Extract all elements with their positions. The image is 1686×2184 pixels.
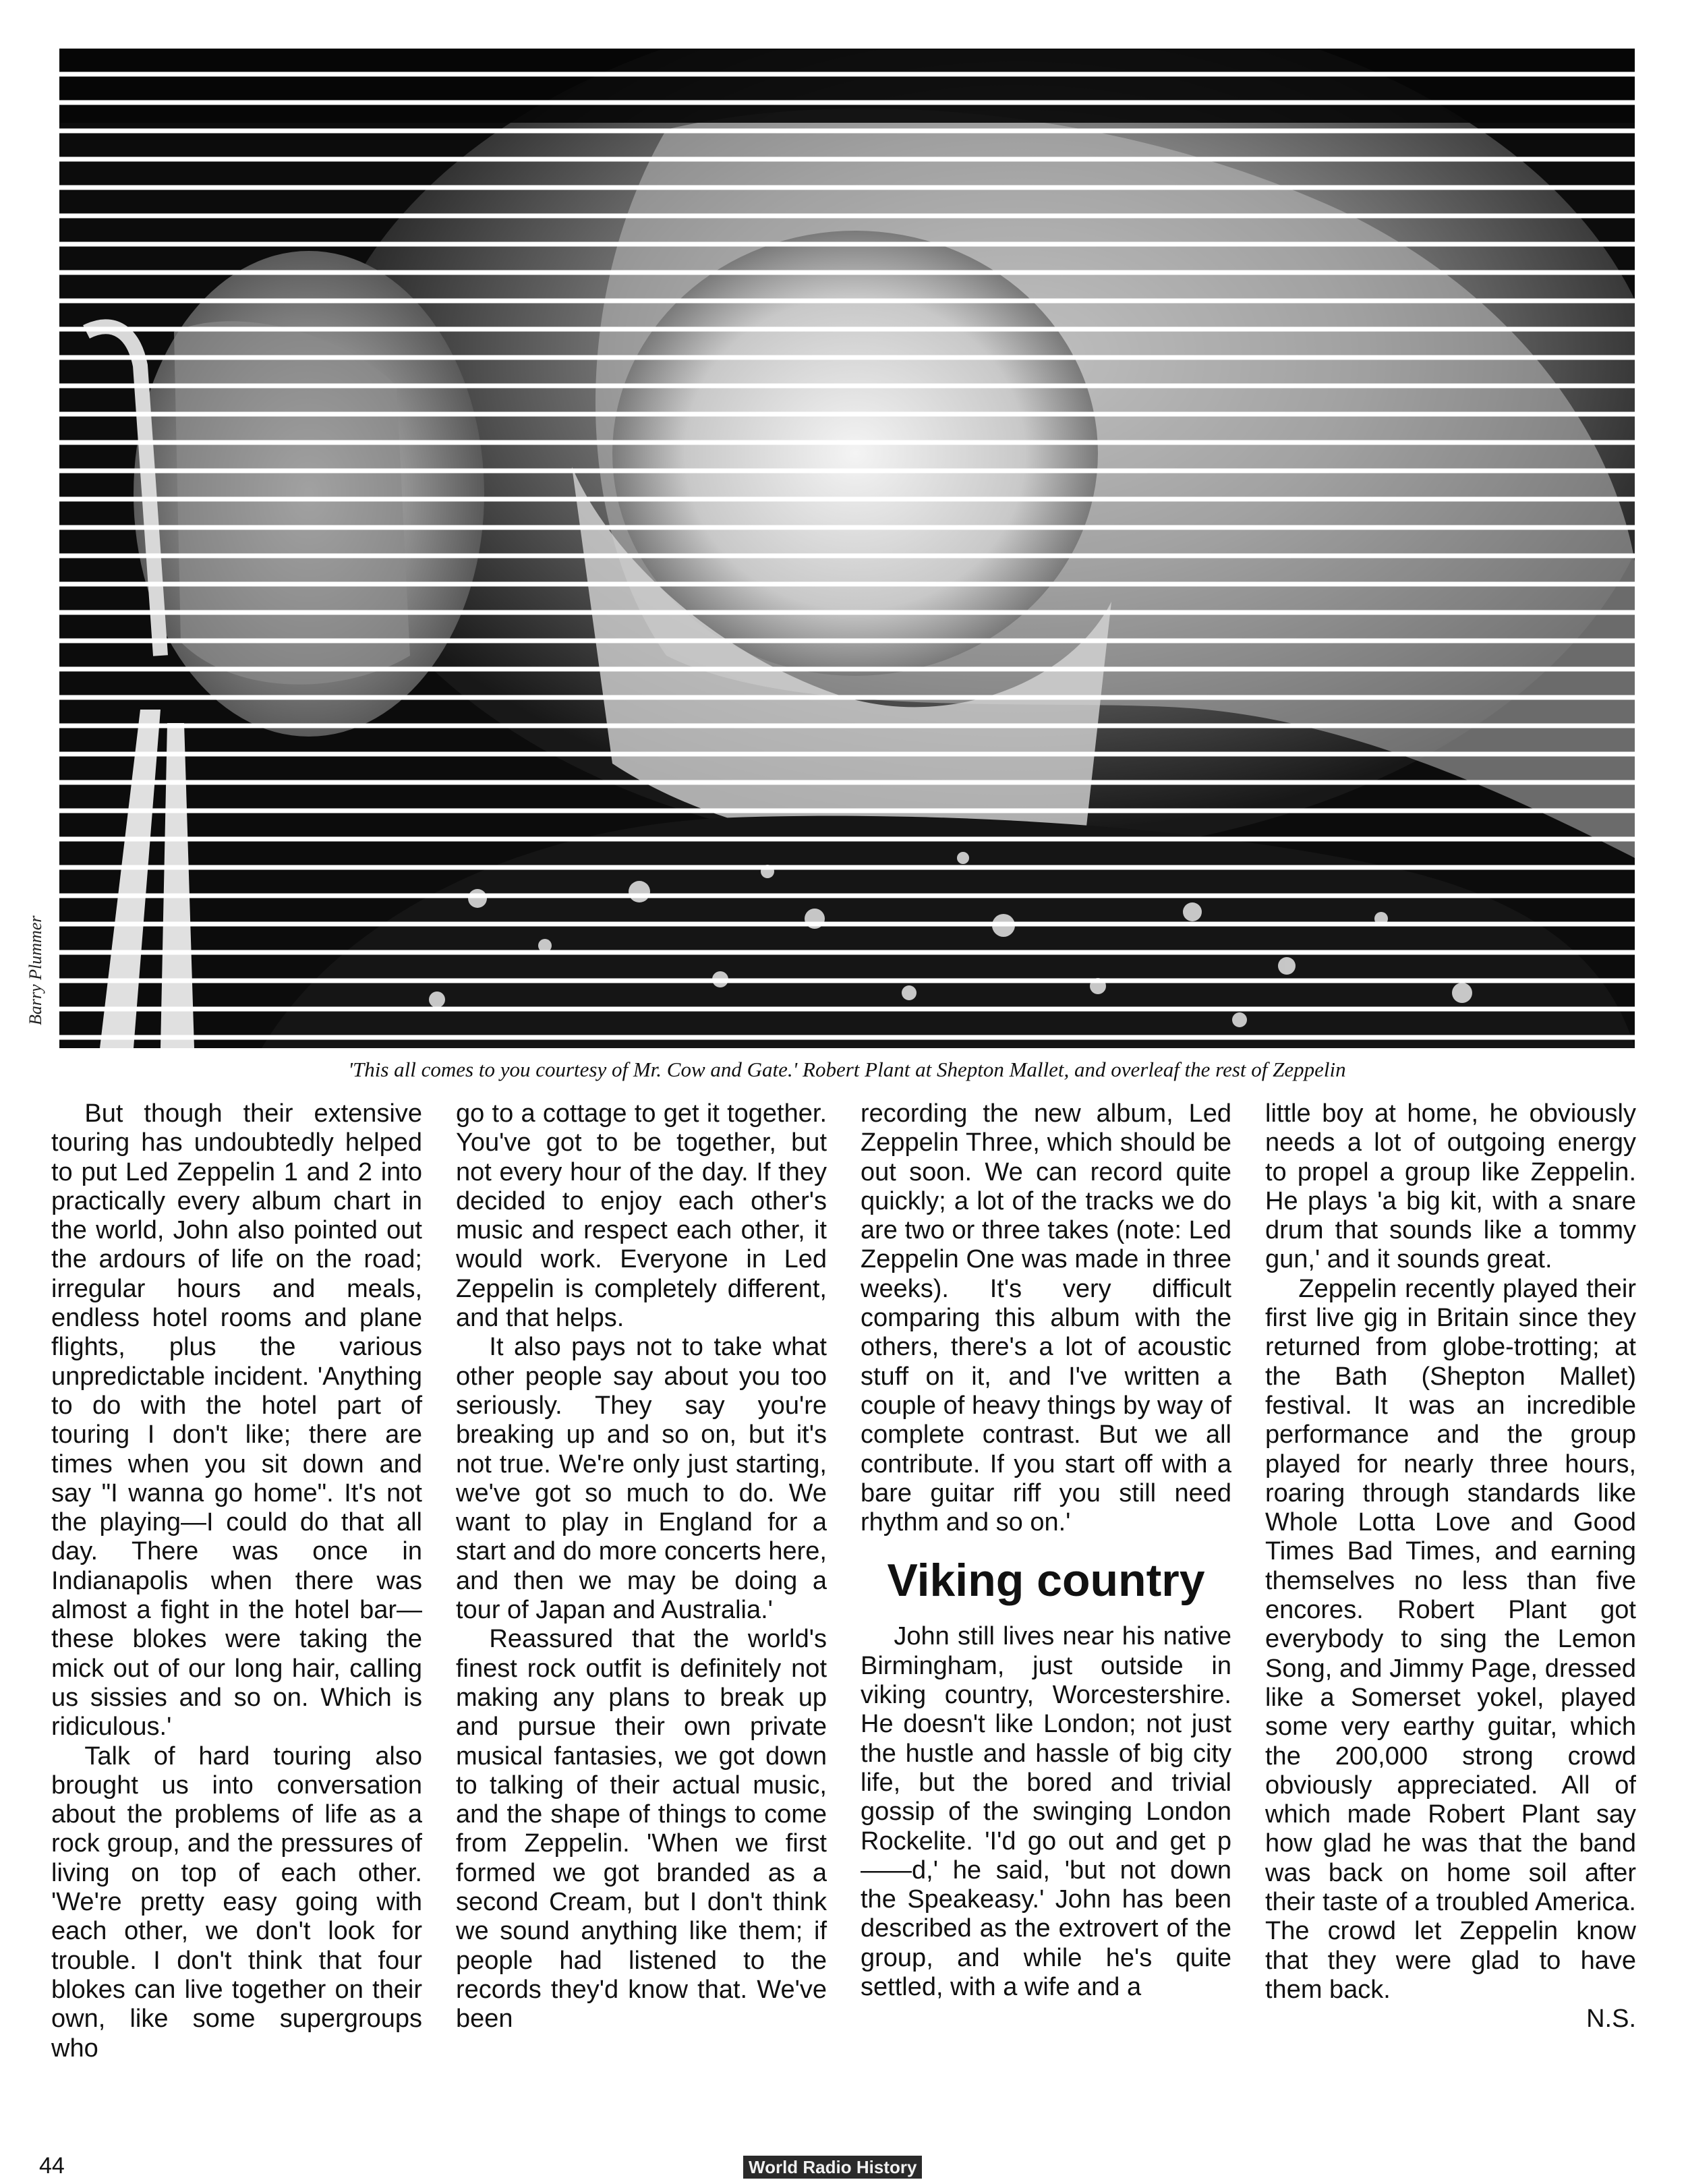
paragraph: It also pays not to take what other people say about you too seriously. They say you're breaking up and so on, but it's not true. We're only just starting, we've got so much to do. We want to play in England for a start and do more concerts here, and then we may be doing a tour of Japan and Australia.': [456, 1333, 827, 1625]
article-column-1: [51, 1099, 422, 2063]
source-watermark: World Radio History: [743, 2156, 922, 2179]
photo-credit: Barry Plummer: [26, 915, 45, 1025]
article-column-4: [1265, 1099, 1636, 2034]
paragraph: Talk of hard touring also brought us into conversation about the problems of life as a rock group, and the pressures of living on top of each other. 'We're pretty easy going with each other, we don't look for trouble. I don't think that four blokes can live together on their own, like some supergroups who: [51, 1742, 422, 2063]
paragraph: Reassured that the world's finest rock outfit is definitely not making any plans to break up and pursue their own private musical fantasies, we got down to talking of their actual music, and the shape of things to come from Zeppelin. 'When we first formed we got branded as a second Cream, but I don't think we sound anything like them; if people had listened to the records they'd know that. We've been: [456, 1625, 827, 2034]
article-column-2: [456, 1099, 827, 2034]
paragraph: But though their extensive touring has undoubtedly helped to put Led Zeppelin 1 and 2 into practically every album chart in the world, John also pointed out the ardours of life on the road; irregular hours and meals, endless hotel rooms and plane flights, plus the various unpredictable incident. 'Anything to do with the hotel part of touring I don't like; there are times when you sit down and say "I wanna go home". It's not the playing—I could do that all day. There was once in Indianapolis when there was almost a fight in the hotel bar—these blokes were taking the mick out of our long hair, calling us sissies and so on. Which is ridiculous.': [51, 1099, 422, 1742]
author-initials: N.S.: [1586, 2005, 1636, 2034]
concert-photo: [59, 49, 1635, 1048]
paragraph: little boy at home, he obviously needs a lot of outgoing energy to propel a group like Zeppelin. He plays 'a big kit, with a snare drum that sounds like a tommy gun,' and it sounds great.: [1265, 1099, 1636, 1274]
article-column-3: [861, 1099, 1231, 2002]
paragraph: recording the new album, Led Zeppelin Three, which should be out soon. We can record quite quickly; a lot of the tracks we do are two or three takes (note: Led Zeppelin One was made in three weeks). It's very difficult comparing this album with the others, there's a lot of acoustic stuff on it, and I've written a couple of heavy things by way of complete contrast. But we all contribute. If you start off with a bare guitar riff you still need rhythm and so on.': [861, 1099, 1231, 1537]
paragraph: John still lives near his native Birmingham, just outside in viking country, Worcestershire. He doesn't like London; not just the hustle and hassle of big city life, but the bored and trivial gossip of the swinging London Rockelite. 'I'd go out and get p——d,' he said, 'but not down the Speakeasy.' John has been described as the extrovert of the group, and while he's quite settled, with a wife and a: [861, 1622, 1231, 2002]
paragraph: go to a cottage to get it together. You've got to be together, but not every hour of the day. If they decided to enjoy each other's music and respect each other, it would work. Everyone in Led Zeppelin is completely different, and that helps.: [456, 1099, 827, 1333]
paragraph: Zeppelin recently played their first live gig in Britain since they returned from globe-trotting; at the Bath (Shepton Mallet) festival. It was an incredible performance and the group played for nearly three hours, roaring through standards like Whole Lotta Love and Good Times Bad Times, and earning themselves no less than five encores. Robert Plant got everybody to sing the Lemon Song, and Jimmy Page, dressed like a Somerset yokel, played some very earthy guitar, which the 200,000 strong crowd obviously appreciated. All of which made Robert Plant say how glad he was that the band was back on home soil after their taste of a troubled America. The crowd let Zeppelin know that they were glad to have them back.: [1265, 1274, 1636, 2004]
photo-caption: 'This all comes to you courtesy of Mr. Cow and Gate.' Robert Plant at Shepton Mallet, and overleaf the rest of Zeppelin: [348, 1058, 1346, 1081]
section-heading: Viking country: [887, 1555, 1205, 1607]
page-number: 44: [39, 2153, 65, 2179]
robert-plant-photo-illustration: [59, 49, 1635, 1048]
